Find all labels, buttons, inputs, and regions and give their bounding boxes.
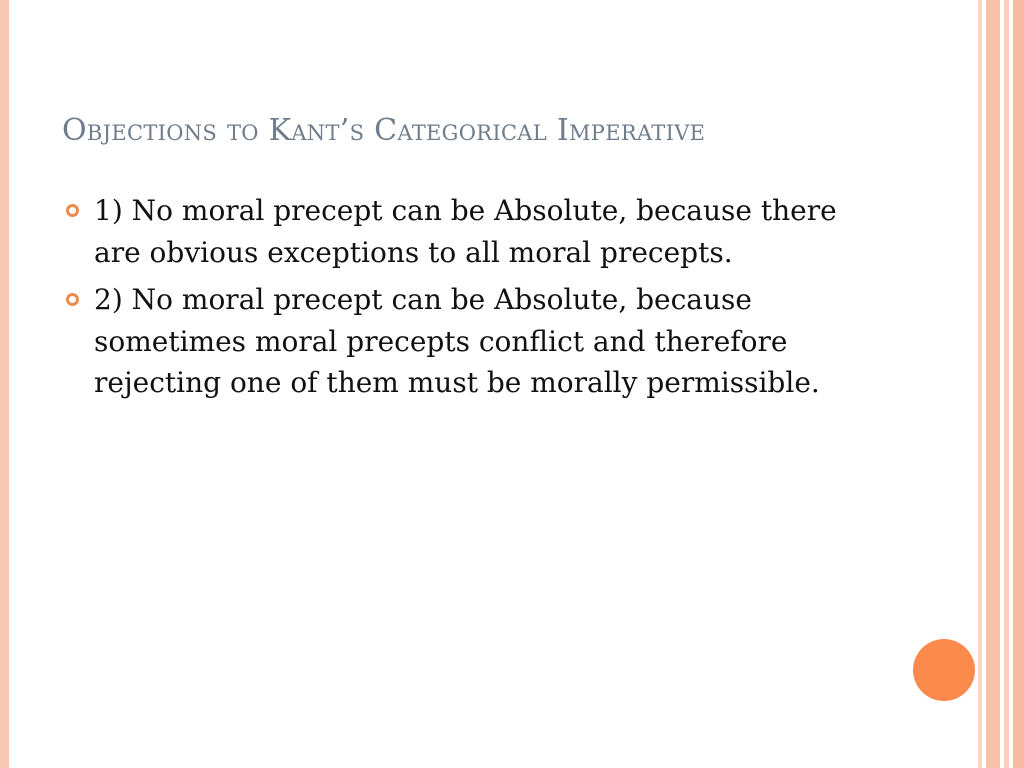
bullet-text: 2) No moral precept can be Absolute, because sometimes moral precepts conflict and therefore rejecting one of them must be morally permissible. xyxy=(94,283,820,399)
left-decorative-bar xyxy=(0,0,9,768)
bullet-list xyxy=(62,190,862,410)
right-decorative-stripes xyxy=(978,0,1024,768)
stripe xyxy=(986,0,1000,768)
bullet-text: 1) No moral precept can be Absolute, because there are obvious exceptions to all moral precepts. xyxy=(94,194,837,269)
bullet-item xyxy=(62,190,862,273)
decorative-orange-circle xyxy=(913,639,975,701)
stripe xyxy=(978,0,982,768)
ring-bullet-icon xyxy=(66,204,79,217)
slide-title: Objections to Kant’s Categorical Imperative xyxy=(62,113,706,148)
bullet-item xyxy=(62,279,862,404)
stripe xyxy=(1013,0,1024,768)
stripe xyxy=(1004,0,1009,768)
ring-bullet-icon xyxy=(66,293,79,306)
